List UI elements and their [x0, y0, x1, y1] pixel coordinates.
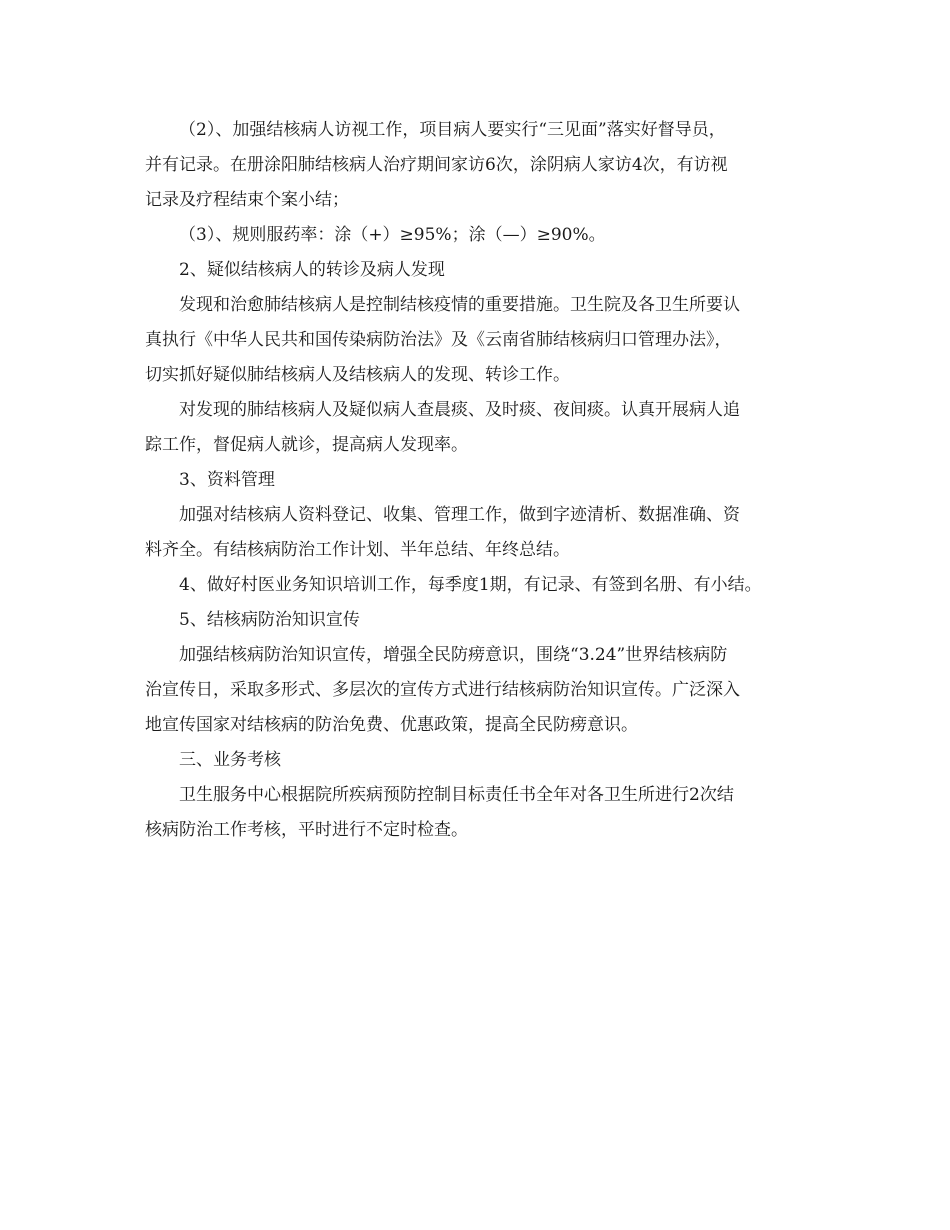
section-heading-assessment — [145, 743, 825, 778]
text-line: 地宣传国家对结核病的防治免费、优惠政策，提高全民防痨意识。 — [145, 715, 638, 735]
section-heading-referral — [145, 253, 825, 288]
text-line: 3、资料管理 — [179, 470, 275, 490]
text-line: 加强对结核病人资料登记、收集、管理工作，做到字迹清析、数据准确、资 — [179, 505, 740, 525]
text-line: 对发现的肺结核病人及疑似病人查晨痰、及时痰、夜间痰。认真开展病人追 — [179, 400, 740, 420]
paragraph-assessment — [145, 778, 825, 848]
text-line: 切实抓好疑似肺结核病人及结核病人的发现、转诊工作。 — [145, 365, 570, 385]
paragraph-visit-work — [145, 113, 825, 218]
text-line: （3）、规则服药率：涂（+）≥95%；涂（—）≥90%。 — [179, 225, 606, 245]
text-line: 加强结核病防治知识宣传，增强全民防痨意识，围绕“3.24”世界结核病防 — [179, 645, 728, 665]
text-line: 卫生服务中心根据院所疾病预防控制目标责任书全年对各卫生所进行2次结 — [179, 785, 734, 805]
text-line: 三、业务考核 — [179, 750, 281, 770]
paragraph-training — [145, 568, 825, 603]
text-line: 5、结核病防治知识宣传 — [179, 610, 360, 630]
text-line: 发现和治愈肺结核病人是控制结核疫情的重要措施。卫生院及各卫生所要认 — [179, 295, 740, 315]
paragraph-publicity — [145, 638, 825, 743]
text-line: 2、疑似结核病人的转诊及病人发现 — [179, 260, 445, 280]
text-line: （2）、加强结核病人访视工作，项目病人要实行“三见面”落实好督导员， — [179, 120, 726, 140]
paragraph-sputum-check — [145, 393, 825, 463]
text-line: 真执行《中华人民共和国传染病防治法》及《云南省肺结核病归口管理办法》， — [145, 330, 732, 350]
text-line: 核病防治工作考核，平时进行不定时检查。 — [145, 820, 468, 840]
section-heading-publicity — [145, 603, 825, 638]
text-line: 料齐全。有结核病防治工作计划、半年总结、年终总结。 — [145, 540, 570, 560]
section-heading-data-management — [145, 463, 825, 498]
paragraph-detection — [145, 288, 825, 393]
text-line: 记录及疗程结束个案小结； — [145, 190, 349, 210]
text-line: 踪工作，督促病人就诊，提高病人发现率。 — [145, 435, 468, 455]
paragraph-medication-rate — [145, 218, 825, 253]
text-line: 并有记录。在册涂阳肺结核病人治疗期间家访6次，涂阴病人家访4次，有访视 — [145, 155, 728, 175]
text-line: 4、做好村医业务知识培训工作，每季度1期，有记录、有签到名册、有小结。 — [179, 575, 762, 595]
paragraph-data-management — [145, 498, 825, 568]
document-body — [145, 113, 825, 848]
text-line: 治宣传日，采取多形式、多层次的宣传方式进行结核病防治知识宣传。广泛深入 — [145, 680, 740, 700]
